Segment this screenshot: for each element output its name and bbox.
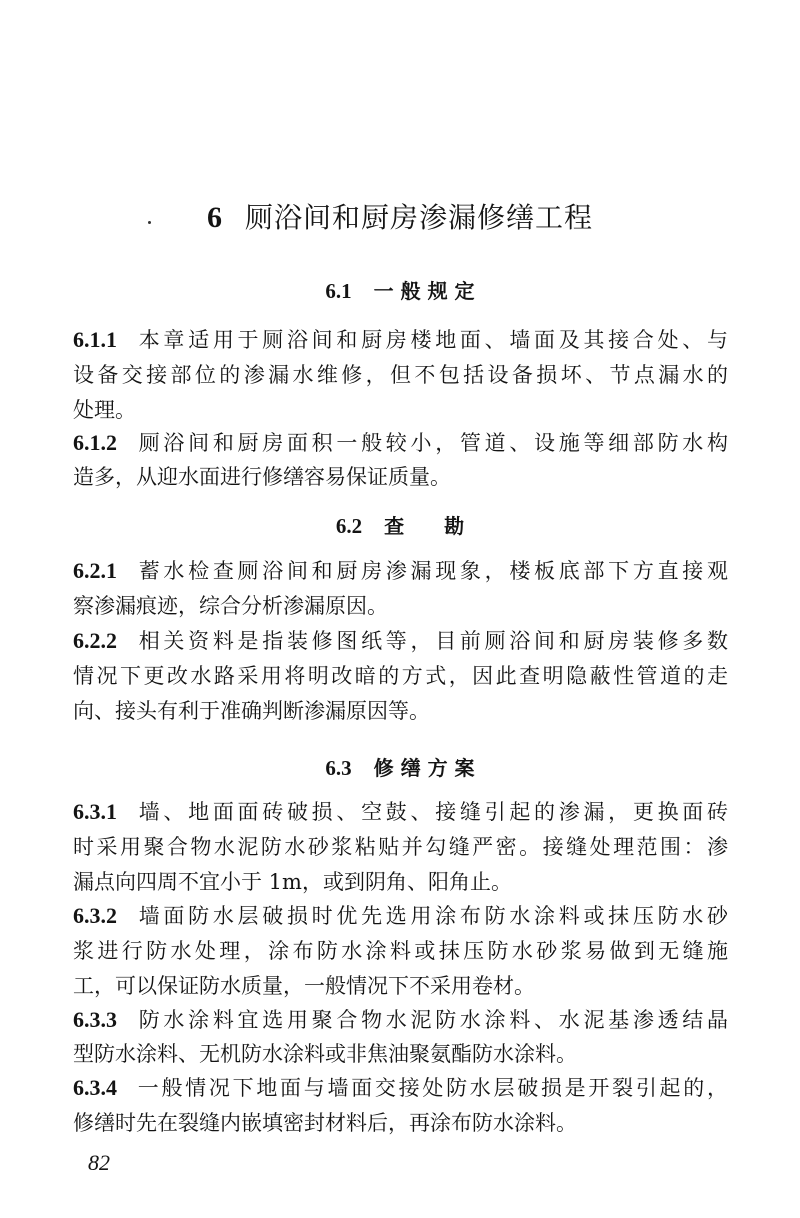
clause-text: 厕浴间和厨房面积一般较小，管道、设施等细部防水构 — [135, 431, 728, 455]
clause-line — [73, 798, 728, 826]
clause-line: 浆进行防水处理，涂布防水涂料或抹压防水砂浆易做到无缝施 — [73, 939, 728, 963]
clause-text: 防水涂料宜选用聚合物水泥防水涂料、水泥基渗透结晶 — [135, 1008, 728, 1032]
clause-line: 漏点向四周不宜小于 1m，或到阴角、阳角止。 — [73, 870, 512, 894]
clause-line — [73, 627, 728, 655]
clause-line: 情况下更改水路采用将明改暗的方式，因此查明隐蔽性管道的走 — [73, 664, 728, 688]
clause-line: 察渗漏痕迹，综合分析渗漏原因。 — [73, 594, 388, 618]
clause-number: 6.3.2 — [73, 903, 117, 928]
clause-line: 工，可以保证防水质量，一般情况下不采用卷材。 — [73, 974, 535, 998]
section-heading — [0, 275, 800, 304]
clause-text: 墙面防水层破损时优先选用涂布防水涂料或抹压防水砂 — [135, 904, 728, 928]
section-heading — [0, 752, 800, 781]
clause-number: 6.3.3 — [73, 1007, 117, 1032]
clause-line: 型防水涂料、无机防水涂料或非焦油聚氨酯防水涂料。 — [73, 1042, 577, 1066]
clause-line — [73, 429, 728, 457]
clause-line — [73, 1074, 728, 1102]
section-title: 一 般 规 定 — [373, 279, 475, 303]
clause-number: 6.3.4 — [73, 1075, 117, 1100]
clause-number: 6.1.1 — [73, 327, 117, 352]
clause-text: 本章适用于厕浴间和厨房楼地面、墙面及其接合处、与 — [135, 328, 728, 352]
page-number: 82 — [88, 1150, 110, 1175]
section-number: 6.2 — [335, 514, 363, 538]
clause-number: 6.2.2 — [73, 628, 117, 653]
clause-line — [73, 557, 728, 585]
clause-line: 处理。 — [73, 398, 136, 422]
clause-number: 6.2.1 — [73, 558, 117, 583]
clause-line — [73, 1006, 728, 1034]
clause-text: 一般情况下地面与墙面交接处防水层破损是开裂引起的， — [135, 1076, 728, 1100]
clause-line — [73, 902, 728, 930]
section-title: 修 缮 方 案 — [373, 756, 475, 780]
section-title: 查 勘 — [384, 514, 465, 538]
clause-line: 修缮时先在裂缝内嵌填密封材料后，再涂布防水涂料。 — [73, 1111, 577, 1135]
section-number: 6.1 — [325, 279, 352, 303]
section-number: 6.3 — [325, 756, 352, 780]
clause-line: 造多，从迎水面进行修缮容易保证质量。 — [73, 465, 451, 489]
clause-text: 墙、地面面砖破损、空鼓、接缝引起的渗漏，更换面砖 — [135, 800, 728, 824]
chapter-title-text: 厕浴间和厨房渗漏修缮工程 — [244, 201, 593, 234]
clause-line: 时采用聚合物水泥防水砂浆粘贴并勾缝严密。接缝处理范围：渗 — [73, 835, 728, 859]
clause-line: 向、接头有利于准确判断渗漏原因等。 — [73, 699, 430, 723]
clause-line: 设备交接部位的渗漏水维修，但不包括设备损坏、节点漏水的 — [73, 363, 728, 387]
chapter-number: 6 — [206, 201, 223, 234]
clause-text: 蓄水检查厕浴间和厨房渗漏现象，楼板底部下方直接观 — [135, 559, 728, 583]
clause-text: 相关资料是指装修图纸等，目前厕浴间和厨房装修多数 — [135, 629, 728, 653]
section-heading — [0, 510, 800, 539]
clause-line — [73, 326, 728, 354]
chapter-title — [0, 196, 800, 236]
clause-number: 6.3.1 — [73, 799, 117, 824]
clause-number: 6.1.2 — [73, 430, 117, 455]
